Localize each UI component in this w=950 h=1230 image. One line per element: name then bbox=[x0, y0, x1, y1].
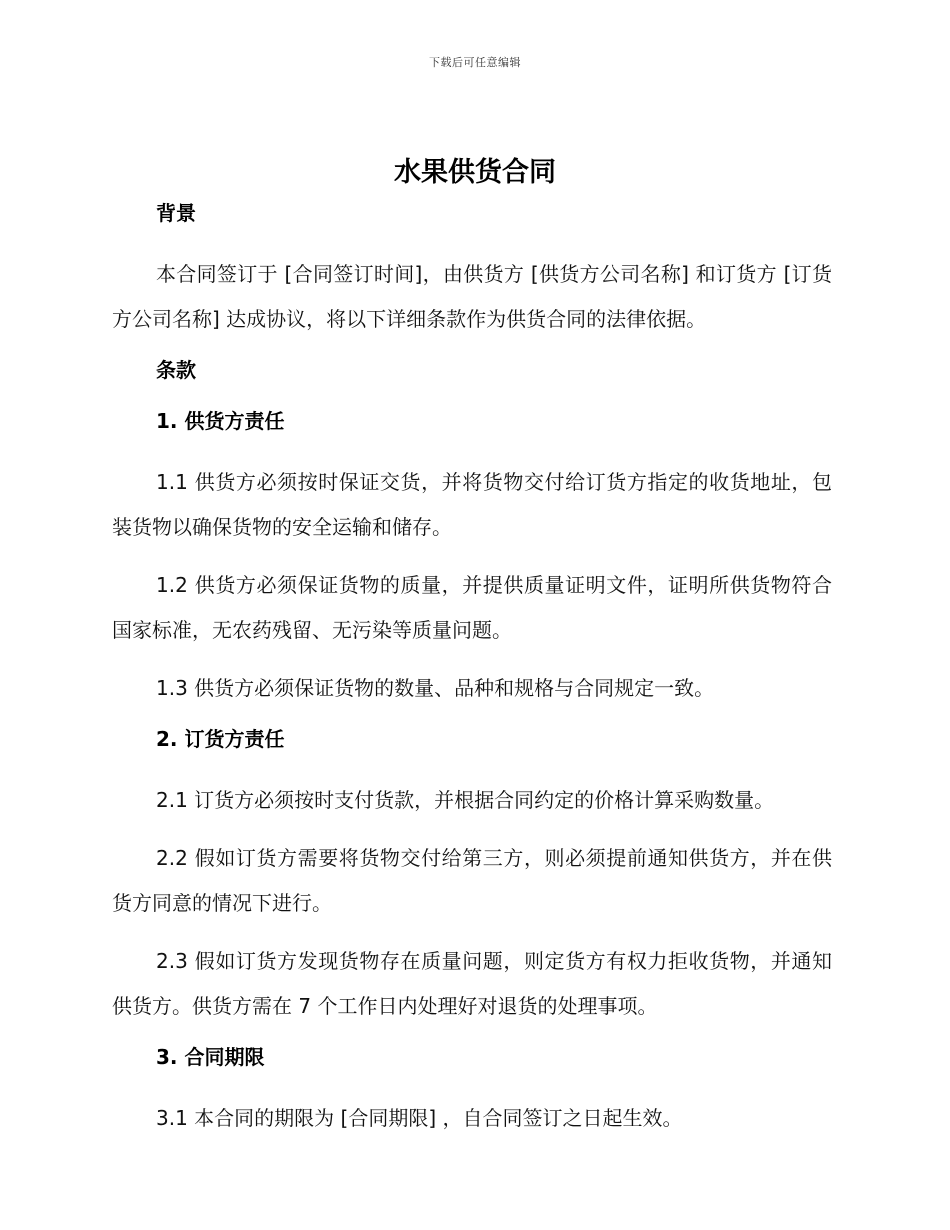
clause-1-1: 1.1 供货方必须按时保证交货，并将货物交付给订货方指定的收货地址，包装货物以确保货物的安全运输和储存。 bbox=[112, 470, 832, 539]
section-heading-supplier-duties: 1. 供货方责任 bbox=[156, 409, 285, 433]
document-title: 水果供货合同 bbox=[394, 157, 556, 188]
clause-1-3: 1.3 供货方必须保证货物的数量、品种和规格与合同规定一致。 bbox=[156, 676, 715, 700]
header-note: 下载后可任意编辑 bbox=[429, 56, 521, 69]
clause-3-1: 3.1 本合同的期限为 [合同期限] ，自合同签订之日起生效。 bbox=[156, 1106, 683, 1130]
clause-2-2: 2.2 假如订货方需要将货物交付给第三方，则必须提前通知供货方，并在供货方同意的情况下进行。 bbox=[112, 846, 832, 915]
clause-1-2: 1.2 供货方必须保证货物的质量，并提供质量证明文件，证明所供货物符合国家标准，无农药残留、无污染等质量问题。 bbox=[112, 573, 832, 642]
clause-2-3: 2.3 假如订货方发现货物存在质量问题，则定货方有权力拒收货物，并通知供货方。供货方需在 7 个工作日内处理好对退货的处理事项。 bbox=[112, 949, 832, 1018]
section-heading-terms: 条款 bbox=[156, 358, 196, 382]
section-heading-background: 背景 bbox=[156, 201, 196, 225]
clause-2-1: 2.1 订货方必须按时支付货款，并根据合同约定的价格计算采购数量。 bbox=[156, 788, 775, 812]
document-body bbox=[112, 198, 832, 1141]
section-heading-buyer-duties: 2. 订货方责任 bbox=[156, 727, 285, 751]
paragraph-background: 本合同签订于 [合同签订时间]，由供货方 [供货方公司名称] 和订货方 [订货方公司名称] 达成协议，将以下详细条款作为供货合同的法律依据。 bbox=[112, 262, 832, 331]
section-heading-contract-term: 3. 合同期限 bbox=[156, 1045, 265, 1069]
